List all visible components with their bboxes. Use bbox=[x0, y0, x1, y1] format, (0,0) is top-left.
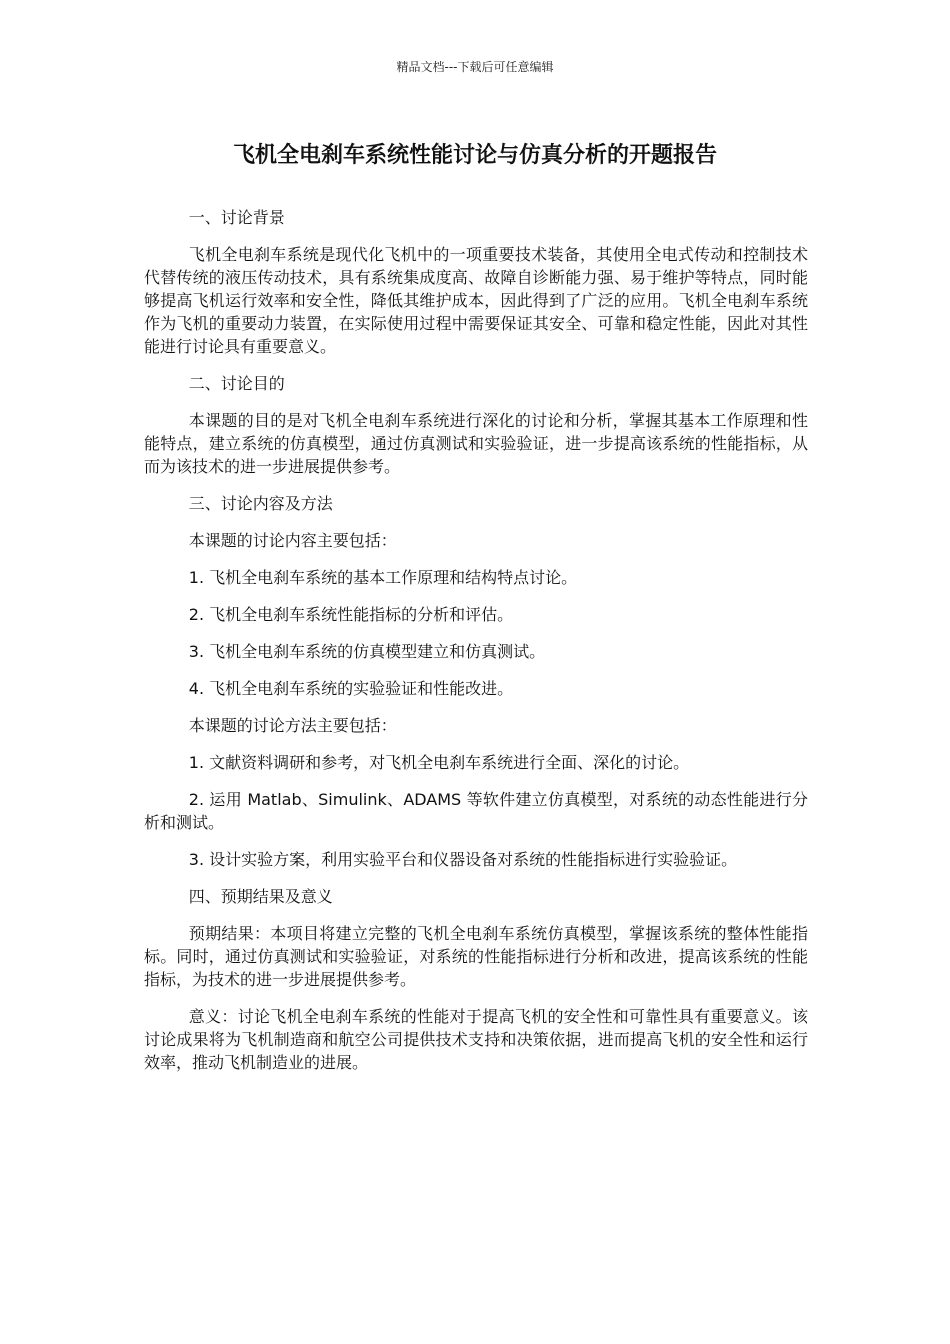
header-note: 精品文档---下载后可任意编辑 bbox=[396, 60, 554, 74]
method-intro: 本课题的讨论方法主要包括： bbox=[188, 716, 397, 735]
method-item: 2. 运用 Matlab、Simulink、ADAMS 等软件建立仿真模型，对系统的动态性能进行分析和测试。 bbox=[144, 790, 808, 832]
content-item: 3. 飞机全电刹车系统的仿真模型建立和仿真测试。 bbox=[188, 642, 546, 661]
paragraph-purpose: 本课题的目的是对飞机全电刹车系统进行深化的讨论和分析，掌握其基本工作原理和性能特点，建立系统的仿真模型，通过仿真测试和实验验证，进一步提高该系统的性能指标，从而为该技术的进一步进展提供参考。 bbox=[144, 411, 808, 476]
method-item: 3. 设计实验方案，利用实验平台和仪器设备对系统的性能指标进行实验验证。 bbox=[188, 850, 738, 869]
content-intro: 本课题的讨论内容主要包括： bbox=[188, 531, 397, 550]
content-item: 2. 飞机全电刹车系统性能指标的分析和评估。 bbox=[188, 605, 514, 624]
method-item: 1. 文献资料调研和参考，对飞机全电刹车系统进行全面、深化的讨论。 bbox=[188, 753, 690, 772]
section-heading-purpose: 二、讨论目的 bbox=[188, 374, 285, 393]
content-item: 1. 飞机全电刹车系统的基本工作原理和结构特点讨论。 bbox=[188, 568, 578, 587]
document-body bbox=[144, 206, 808, 1088]
document-title: 飞机全电刹车系统性能讨论与仿真分析的开题报告 bbox=[232, 143, 717, 168]
paragraph-expected-results: 预期结果：本项目将建立完整的飞机全电刹车系统仿真模型，掌握该系统的整体性能指标。同时，通过仿真测试和实验验证，对系统的性能指标进行分析和改进，提高该系统的性能指标，为技术的进一步进展提供参考。 bbox=[144, 924, 808, 989]
paragraph-significance: 意义：讨论飞机全电刹车系统的性能对于提高飞机的安全性和可靠性具有重要意义。该讨论成果将为飞机制造商和航空公司提供技术支持和决策依据，进而提高飞机的安全性和运行效率，推动飞机制造业的进展。 bbox=[144, 1007, 808, 1072]
content-item: 4. 飞机全电刹车系统的实验验证和性能改进。 bbox=[188, 679, 514, 698]
section-heading-content: 三、讨论内容及方法 bbox=[188, 494, 333, 513]
section-heading-background: 一、讨论背景 bbox=[188, 208, 285, 227]
section-heading-results: 四、预期结果及意义 bbox=[188, 887, 333, 906]
paragraph-background: 飞机全电刹车系统是现代化飞机中的一项重要技术装备，其使用全电式传动和控制技术代替传统的液压传动技术，具有系统集成度高、故障自诊断能力强、易于维护等特点，同时能够提高飞机运行效率和安全性，降低其维护成本，因此得到了广泛的应用。飞机全电刹车系统作为飞机的重要动力装置，在实际使用过程中需要保证其安全、可靠和稳定性能，因此对其性能进行讨论具有重要意义。 bbox=[144, 245, 808, 356]
